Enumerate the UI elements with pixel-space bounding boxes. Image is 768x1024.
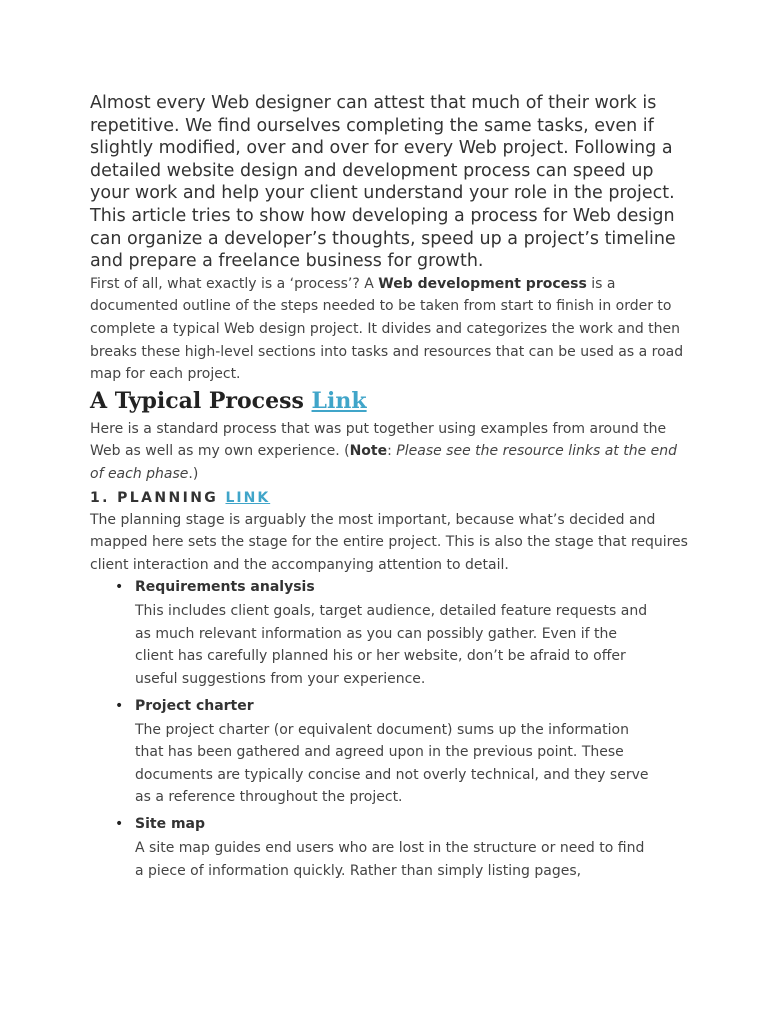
bullet-icon: • — [115, 697, 124, 714]
phase-heading — [90, 488, 690, 508]
article — [90, 92, 690, 886]
note-colon: : — [387, 443, 397, 460]
intro-paragraph: Almost every Web designer can attest that much of their work is repetitive. We find ourselves completing the same tasks, even if slightly modified, over and over for every Web project. Following a detailed website design and development process can speed up your work and help your client understand your role in the project. This article tries to show how developing a process for Web design can organize a developer’s thoughts, speed up a project’s timeline and prepare a freelance business for growth. — [90, 93, 676, 272]
definition-paragraph — [90, 273, 690, 386]
list-item-title: Project charter — [135, 697, 254, 714]
list-item-text: This includes client goals, target audience, detailed feature requests and as much relevant information as you can possibly gather. Even if the client has carefully planned his or her website, don’t be afraid to offer useful suggestions from your experience. — [135, 603, 648, 688]
section-heading — [90, 388, 690, 414]
phase-description: The planning stage is arguably the most important, because what’s decided and mapped here sets the stage for the entire project. This is also the stage that requires client interaction and the accompanying attention to detail. — [90, 511, 688, 573]
list-item — [90, 813, 690, 882]
bullet-icon: • — [115, 816, 124, 833]
phase-anchor-link[interactable]: LINK — [225, 489, 271, 506]
phase-item-list — [90, 576, 690, 882]
list-item-text: A site map guides end users who are lost in the structure or need to find a piece of information quickly. Rather than simply listing pages, — [135, 840, 645, 879]
list-item-title: Site map — [135, 816, 205, 833]
list-item — [90, 695, 690, 809]
list-item — [90, 576, 690, 690]
phase-heading-title: 1. PLANNING — [90, 489, 219, 506]
list-item-text: The project charter (or equivalent document) sums up the information that has been gathered and agreed upon in the previous point. These documents are typically concise and not overly technical, and they serve as a reference throughout the project. — [135, 721, 649, 806]
note-text: Please see the resource links at the end of each phase — [90, 443, 678, 482]
note-label: Note — [349, 443, 388, 460]
section-intro-text: Here is a standard process that was put together using examples from around the Web as well as my own experience. ( — [90, 420, 667, 460]
definition-text-end: is a documented outline of the steps needed to be taken from start to finish in order to complete a typical Web design project. It divides and categorizes the work and then breaks these high-level sections into tasks and resources that can be used as a road map for each project. — [90, 275, 684, 383]
definition-text-start: First of all, what exactly is a ‘process’? A — [90, 275, 379, 292]
section-intro-paragraph — [90, 418, 690, 486]
definition-term: Web development process — [378, 275, 587, 292]
list-item-title: Requirements analysis — [135, 579, 315, 596]
section-heading-title: A Typical Process — [90, 387, 304, 414]
section-intro-end: .) — [188, 465, 199, 482]
section-anchor-link[interactable]: Link — [311, 387, 367, 414]
bullet-icon: • — [115, 579, 124, 596]
